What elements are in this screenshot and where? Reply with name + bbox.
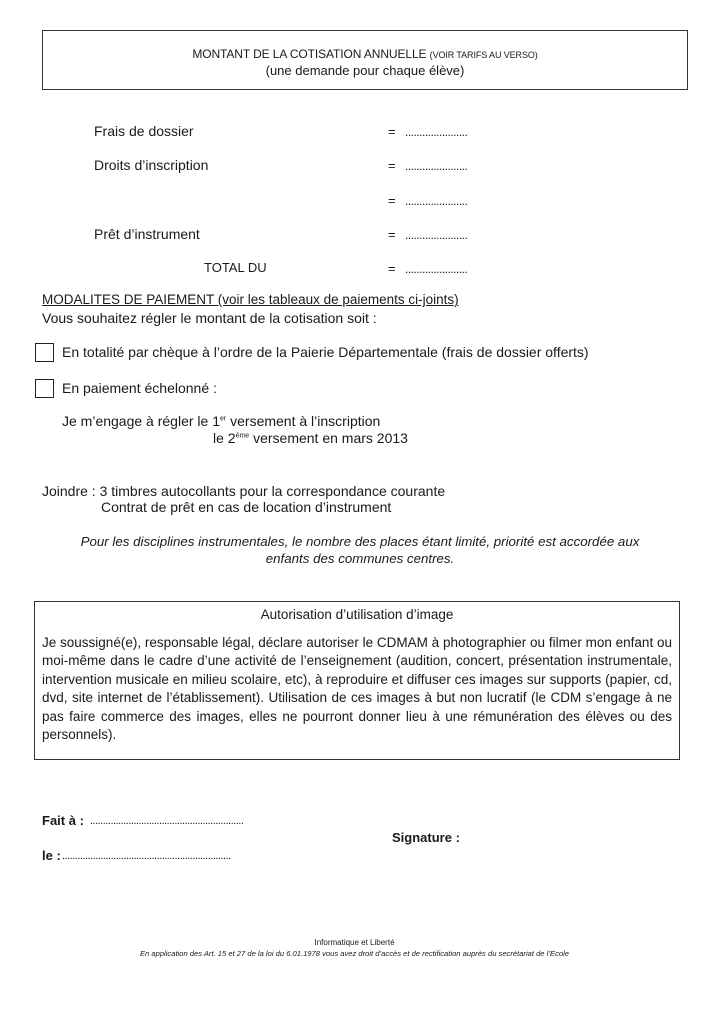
date-field[interactable]: .................................................................. — [62, 850, 231, 862]
engage-second-payment: le 2ème versement en mars 2013 — [213, 430, 408, 446]
fait-a-field[interactable]: ............................................................ — [90, 815, 244, 827]
authorization-text: Je soussigné(e), responsable légal, déclare autoriser le CDMAM à photographier ou filmer mon enfant ou moi-même dans le cadre d’une activité de l’enseignement (audition, concert, présentation instrumentale, intervention musicale en milieu scolaire, etc), à reproduire et diffuser ces images sur supports (papier, cd, dvd, site internet de l’établissement). Utilisation de ces images à but non lucratif (le CDM s’engage à ne pas faire commerce des images, elles ne pourront donner lieu à une rémunération des élèves ou des personnels). — [42, 635, 672, 743]
frais-dossier-field[interactable]: ...................... — [405, 125, 468, 139]
signature-label: Signature : — [392, 830, 460, 845]
priority-note-line-1: Pour les disciplines instrumentales, le nombre des places étant limité, priorité est accordée aux — [80, 534, 640, 549]
payment-intro: Vous souhaitez régler le montant de la cotisation soit : — [42, 310, 377, 326]
priority-note-line-2: enfants des communes centres. — [265, 551, 455, 566]
payment-heading: MODALITES DE PAIEMENT (voir les tableaux de paiements ci-joints) — [42, 292, 459, 307]
fait-a-label: Fait à : — [42, 813, 84, 828]
engage-first-payment: Je m’engage à régler le 1er versement à l’inscription — [62, 413, 381, 429]
form-subtitle: (une demande pour chaque élève) — [265, 63, 465, 78]
checkbox-total[interactable] — [35, 343, 54, 362]
droits-inscription-label: Droits d’inscription — [94, 157, 209, 173]
joindre-line-1: Joindre : 3 timbres autocollants pour la correspondance courante — [42, 483, 446, 499]
eq-sign-5: = — [388, 261, 396, 276]
frais-dossier-label: Frais de dossier — [94, 123, 194, 139]
pret-instrument-label: Prêt d’instrument — [94, 226, 200, 242]
eq-sign-4: = — [388, 227, 396, 242]
checkbox-echelonne[interactable] — [35, 379, 54, 398]
option-total-label: En totalité par chèque à l’ordre de la Paierie Départementale (frais de dossier offerts) — [62, 344, 589, 360]
authorization-title: Autorisation d’utilisation d’image — [260, 607, 454, 622]
total-label: TOTAL DU — [204, 260, 267, 275]
footer-title: Informatique et Liberté — [314, 938, 395, 947]
eq-sign-2: = — [388, 158, 396, 173]
le-label: le : — [42, 848, 61, 863]
option-echelonne-label: En paiement échelonné : — [62, 380, 217, 396]
droits-inscription-field[interactable]: ...................... — [405, 159, 468, 173]
title-main: MONTANT DE LA COTISATION ANNUELLE — [192, 47, 427, 61]
eq-sign-3: = — [388, 193, 396, 208]
extra-fee-field[interactable]: ...................... — [405, 194, 468, 208]
form-title — [43, 47, 687, 61]
title-box — [42, 30, 688, 90]
pret-instrument-field[interactable]: ...................... — [405, 228, 468, 242]
eq-sign-1: = — [388, 124, 396, 139]
title-note: (VOIR TARIFS AU VERSO) — [429, 50, 538, 60]
authorization-box — [34, 601, 680, 760]
joindre-line-2: Contrat de prêt en cas de location d’instrument — [101, 499, 392, 515]
total-field[interactable]: ...................... — [405, 262, 468, 276]
footer-legal-text: En application des Art. 15 et 27 de la loi du 6.01.1978 vous avez droit d’accès et de rectification auprès du secrétariat de l’Ecole — [139, 949, 570, 958]
